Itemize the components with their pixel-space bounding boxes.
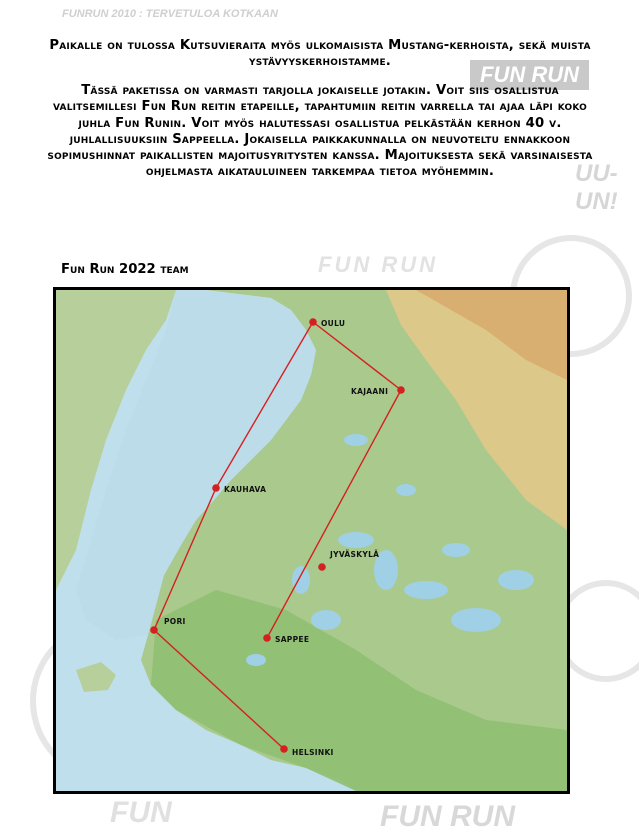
city-label-kajaani: KAJAANI bbox=[351, 387, 389, 396]
city-label-oulu: OULU bbox=[321, 319, 346, 328]
watermark-bottom-text: FUN RUN bbox=[380, 800, 515, 833]
watermark-side-text-1: UU- bbox=[575, 160, 618, 187]
intro-paragraph: Paikalle on tulossa Kutsuvieraita myös ulkomaisista Mustang-kerhoista, sekä muista ystävyyskerhoistamme. bbox=[49, 38, 591, 70]
city-label-jyvaskyla: JYVÄSKYLÄ bbox=[330, 550, 380, 559]
team-signature: Fun Run 2022 team bbox=[61, 262, 189, 277]
city-marker-pori bbox=[150, 626, 158, 634]
city-label-sappee: SAPPEE bbox=[275, 635, 310, 644]
city-marker-oulu bbox=[309, 318, 317, 326]
city-label-pori: PORI bbox=[164, 617, 186, 626]
city-marker-jyvaskyla bbox=[318, 563, 326, 571]
watermark-banner: FUN RUN bbox=[470, 60, 589, 90]
watermark-logo-text: FUN RUN bbox=[318, 252, 438, 277]
route-map bbox=[53, 287, 570, 794]
city-label-helsinki: HELSINKI bbox=[292, 748, 334, 757]
watermark-bottom-left-text: FUN bbox=[110, 796, 172, 829]
city-marker-sappee bbox=[263, 634, 271, 642]
city-marker-helsinki bbox=[280, 745, 288, 753]
city-marker-kajaani bbox=[397, 386, 405, 394]
watermark-top-left-text: FUNRUN 2010 : TERVETULOA KOTKAAN bbox=[62, 8, 278, 20]
watermark-side-text-2: UN! bbox=[575, 188, 618, 215]
city-marker-kauhava bbox=[212, 484, 220, 492]
details-paragraph: Tässä paketissa on varmasti tarjolla jokaiselle jotakin. Voit siis osallistua valitsemillesi Fun Run reitin etapeille, tapahtumiin reitin varrella tai ajaa läpi koko juhla Fun Runin. Voit myös halutessasi osallistua pelkästään kerhon 40 v. juhlallisuuksiin Sappeella. Jokaisella paikkakunnalla on neuvoteltu ennakkoon sopimushinnat paikallisten majoitusyritysten kanssa. Majoituksesta sekä varsinaisesta ohjelmasta aikatauluineen tarkempaa tietoa myöhemmin. bbox=[47, 83, 593, 180]
route-map-svg bbox=[56, 290, 567, 791]
city-label-kauhava: KAUHAVA bbox=[224, 485, 267, 494]
